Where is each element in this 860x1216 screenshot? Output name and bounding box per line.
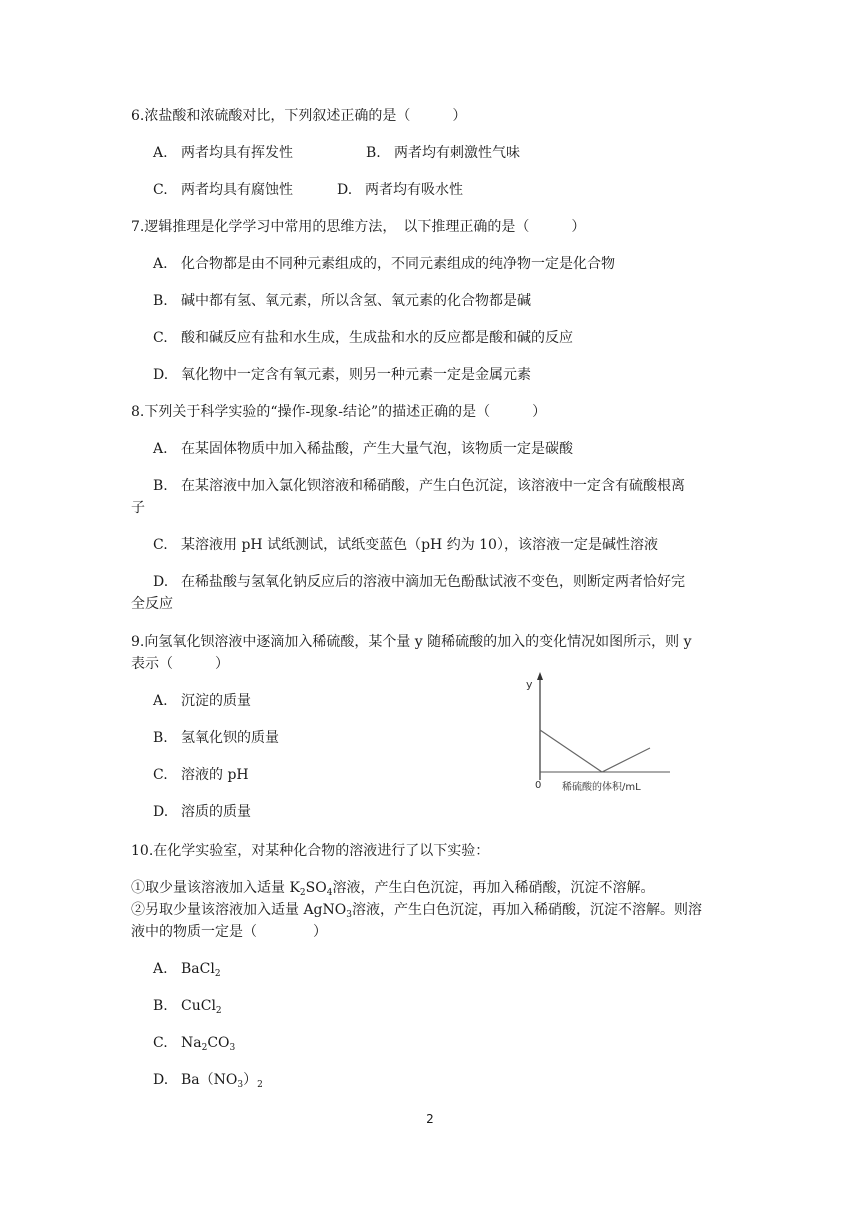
q7-option-a: A. 化合物都是由不同种元素组成的，不同元素组成的纯净物一定是化合物 [153, 256, 615, 272]
q8-option-d: D. 在稀盐酸与氢氧化钠反应后的溶液中滴加无色酚酞试液不变色，则断定两者恰好完 [153, 574, 685, 590]
q9-graph [520, 668, 680, 798]
q6-option-b: B. 两者均有刺激性气味 [366, 145, 520, 161]
q10-option-d: D. $Ba(NO_3)_2$ [153, 1072, 263, 1090]
q10-stem: 10.在化学实验室，对某种化合物的溶液进行了以下实验： [131, 843, 490, 859]
q9-stem-cont: 表示（ ） [131, 656, 229, 672]
q8-option-b: B. 在某溶液中加入氯化钡溶液和稀硝酸，产生白色沉淀，该溶液中一定含有硫酸根离 [153, 478, 685, 494]
q9-stem: 9.向氢氧化钡溶液中逐滴加入稀硫酸，某个量 y 随稀硫酸的加入的变化情况如图所示，则 y [131, 634, 692, 650]
q8-option-b-cont: 子 [131, 500, 145, 516]
q9-option-d: D. 溶质的质量 [153, 804, 251, 820]
q10-option-c: C. $Na_2CO_3$ [153, 1035, 236, 1053]
q10-step1: ①取少量该溶液加入适量 $K_2SO_4$溶液，产生白色沉淀，再加入稀硝酸，沉淀不溶解。 [131, 880, 655, 898]
y-axis-arrow [537, 672, 543, 680]
q8-option-c: C. 某溶液用 pH 试纸测试，试纸变蓝色（pH 约为 10），该溶液一定是碱性溶液 [153, 537, 658, 553]
q7-stem: 7.逻辑推理是化学学习中常用的思维方法， 以下推理正确的是（ ） [131, 219, 586, 235]
q8-option-a: A. 在某固体物质中加入稀盐酸，产生大量气泡，该物质一定是碳酸 [153, 441, 573, 457]
q8-stem: 8.下列关于科学实验的“操作-现象-结论”的描述正确的是（ ） [131, 404, 547, 420]
q9-option-c: C. 溶液的 pH [153, 767, 249, 783]
q10-option-b: B. CuCl$_2$ [153, 998, 222, 1016]
q8-option-d-cont: 全反应 [131, 596, 173, 612]
q6-option-d: D. 两者均有吸水性 [337, 182, 463, 198]
q7-option-b: B. 碱中都有氢、氧元素，所以含氢、氧元素的化合物都是碱 [153, 293, 531, 309]
q10-step2-cont: 液中的物质一定是（ ） [131, 924, 327, 940]
graph-curve [540, 730, 650, 772]
q6-option-a: A. 两者均具有挥发性 [153, 145, 293, 161]
q7-option-c: C. 酸和碱反应有盐和水生成，生成盐和水的反应都是酸和碱的反应 [153, 330, 573, 346]
graph-y-label: y [526, 678, 533, 691]
graph-x-label: 稀硫酸的体积/mL [562, 782, 641, 793]
q6-stem: 6.浓盐酸和浓硫酸对比，下列叙述正确的是（ ） [131, 108, 467, 124]
q9-option-b: B. 氢氧化钡的质量 [153, 730, 279, 746]
page-number: 2 [426, 1112, 434, 1126]
q10-step2: ②另取少量该溶液加入适量 AgNO$_3$溶液，产生白色沉淀，再加入稀硝酸，沉淀不溶解。则溶 [131, 902, 702, 920]
q9-option-a: A. 沉淀的质量 [153, 693, 251, 709]
graph-origin-label: 0 [535, 780, 542, 791]
q6-option-c: C. 两者均具有腐蚀性 [153, 182, 293, 198]
q10-option-a: A. BaCl$_2$ [153, 961, 221, 979]
q7-option-d: D. 氧化物中一定含有氧元素，则另一种元素一定是金属元素 [153, 367, 531, 383]
